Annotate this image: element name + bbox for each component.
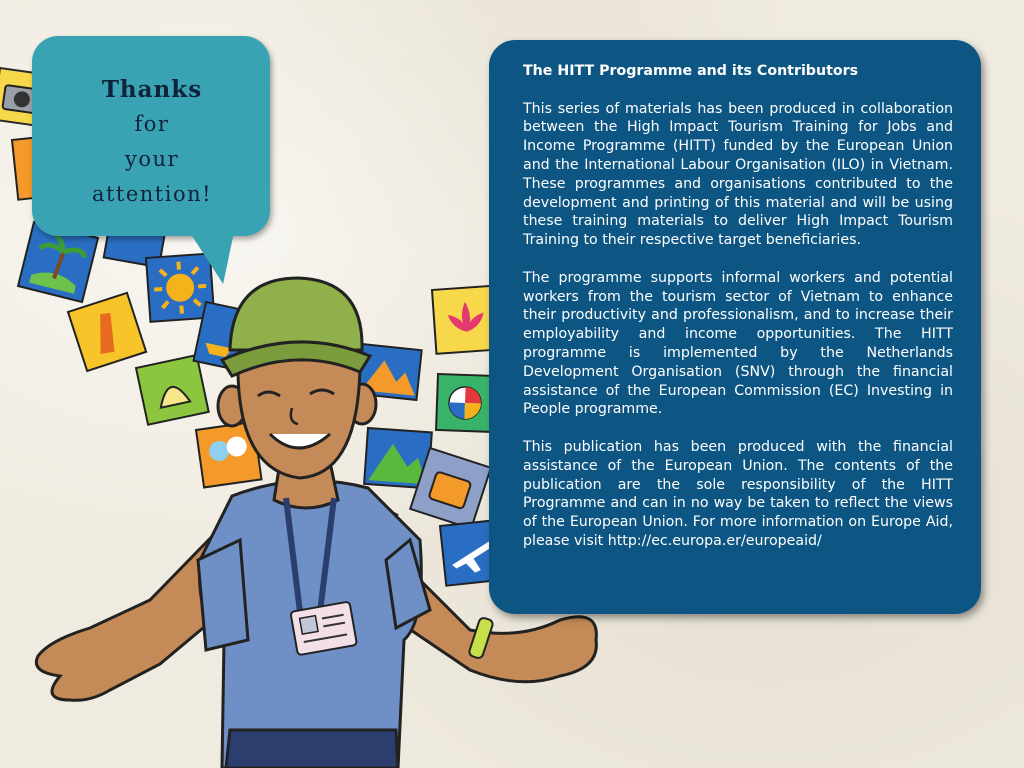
paragraph-disclaimer: This publication has been produced with the financial assistance of the European Union. The contents of the publication are the sole responsibility of the HITT Programme and can in no way be taken to reflect the views of the European Union. For more information on Europe Aid, please visit http://ec.europa.er/europeaid/ bbox=[523, 438, 953, 549]
thanks-line-3: your bbox=[124, 147, 180, 171]
thanks-line-1: Thanks bbox=[101, 76, 203, 103]
beach-ball-icon bbox=[436, 374, 494, 432]
contributors-text bbox=[523, 62, 953, 570]
shell-icon bbox=[136, 355, 209, 425]
guitar-icon bbox=[68, 293, 146, 371]
thanks-line-4: attention! bbox=[91, 182, 213, 206]
panel-title: The HITT Programme and its Contributors bbox=[523, 63, 859, 79]
thanks-line-2: for bbox=[134, 112, 170, 136]
contributors-panel bbox=[489, 40, 981, 614]
paragraph-collaboration: This series of materials has been produced in collaboration between the High Impact Tourism Training for Jobs and Income Programme (HITT) funded by the European Union and the International Labour Organisation (ILO) in Vietnam. These programmes and organisations contributed to the development and printing of this material and will be using these training materials to deliver High Impact Tourism Training to their respective target beneficiaries. bbox=[523, 100, 953, 249]
thanks-message bbox=[36, 72, 268, 212]
paragraph-programme: The programme supports informal workers and potential workers from the tourism sector of Vietnam to enhance their productivity and professionalism, and to increase their employability and income opportunities. The HITT programme is implemented by the Netherlands Development Organisation (SNV) through the financial assistance of the European Commission (EC) Investing in People programme. bbox=[523, 269, 953, 418]
